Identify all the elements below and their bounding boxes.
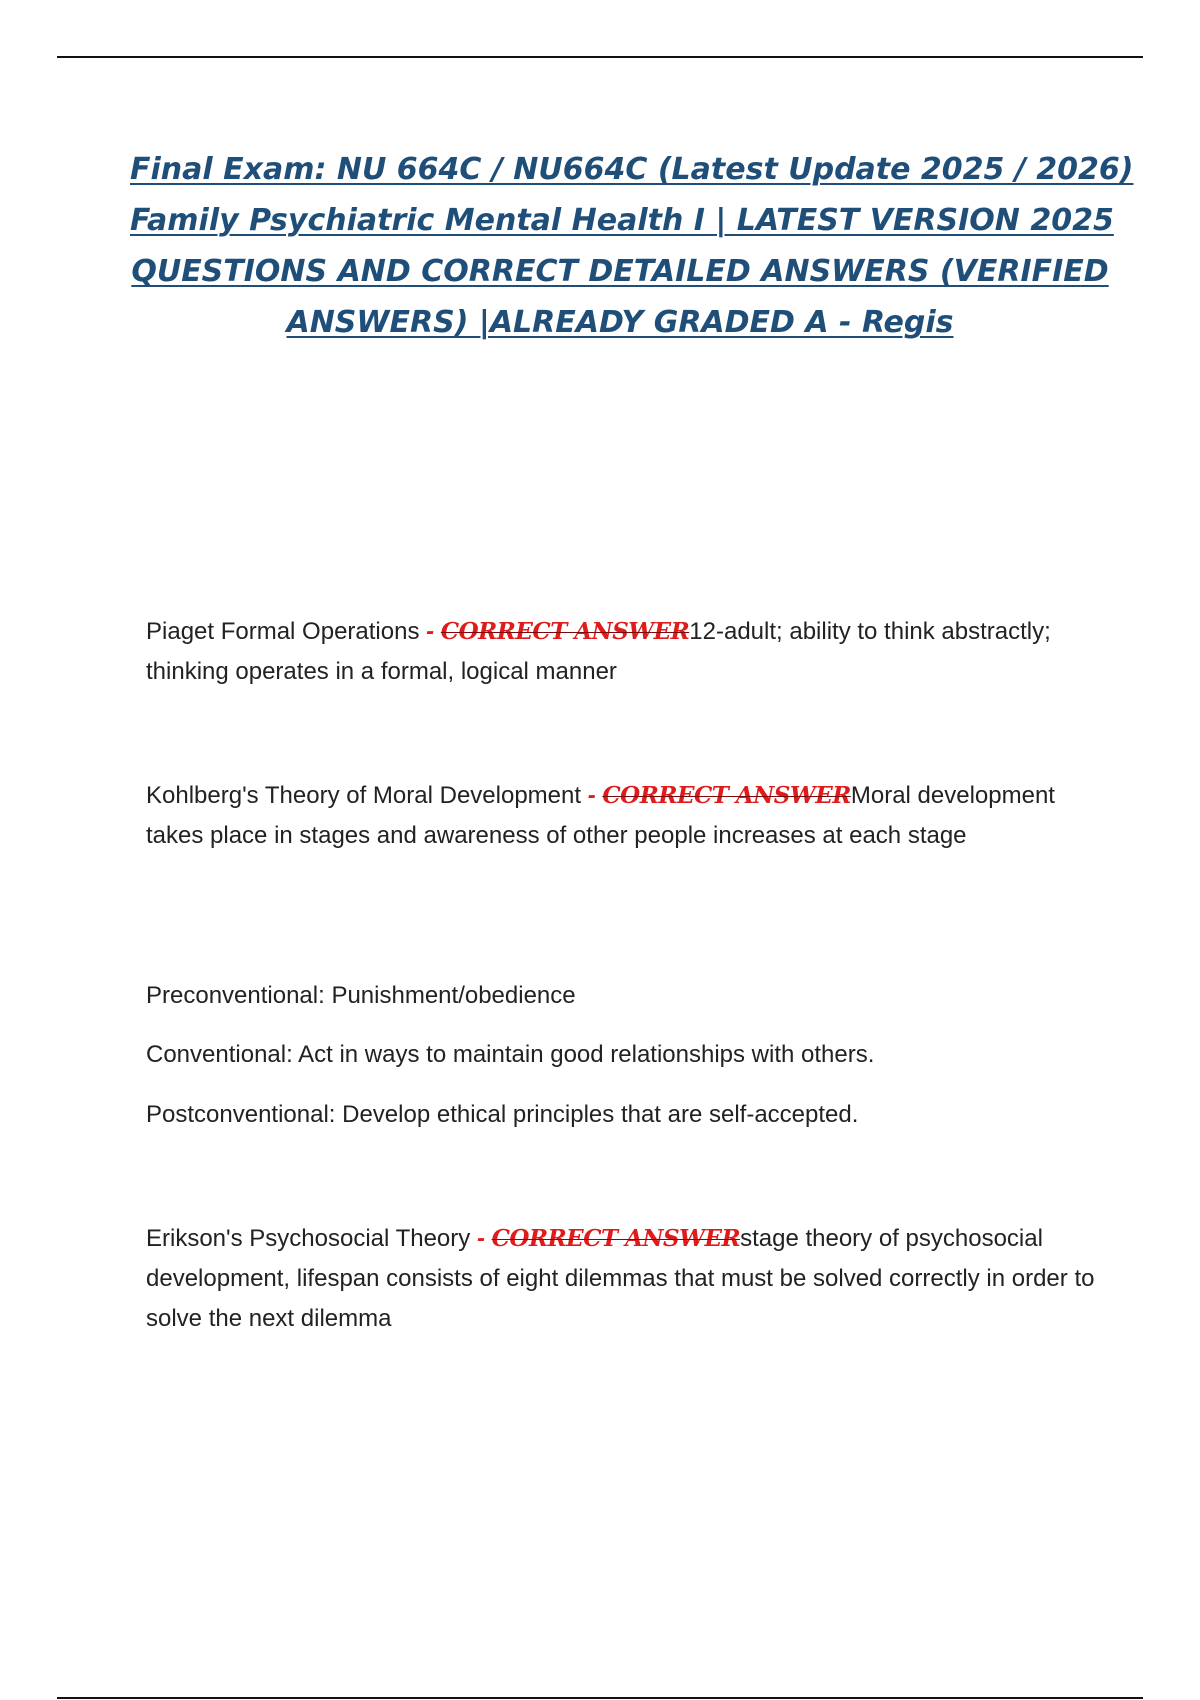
qa-entry-kohlberg: [146, 776, 1106, 856]
correct-answer-label: CORRECT ANSWER: [440, 618, 690, 645]
title-line-2: Family Psychiatric Mental Health I | LATEST VERSION 2025: [130, 203, 1114, 238]
qa-answer: 12-adult; ability to think abstractly; thinking operates in a formal, logical manner: [146, 618, 1051, 685]
top-rule: [57, 56, 1143, 58]
bottom-rule: [57, 1697, 1143, 1699]
correct-answer-label: CORRECT ANSWER: [491, 1225, 741, 1252]
correct-answer-label: CORRECT ANSWER: [602, 782, 851, 809]
title-line-3: QUESTIONS AND CORRECT DETAILED ANSWERS (VERIFIED: [131, 254, 1109, 289]
qa-entry-piaget: [146, 612, 1106, 692]
qa-term: Kohlberg's Theory of Moral Development: [146, 782, 588, 809]
title-line-1: Final Exam: NU 664C / NU664C (Latest Update 2025 / 2026): [130, 152, 1134, 187]
qa-answer: Moral development takes place in stages and awareness of other people increases at each stage: [146, 782, 1055, 849]
qa-paragraph: [146, 776, 1106, 856]
qa-term: Piaget Formal Operations: [146, 618, 427, 645]
kohlberg-stage-preconventional: Preconventional: Punishment/obedience: [146, 982, 576, 1009]
answer-separator: -: [587, 782, 603, 809]
qa-entry-erikson: [146, 1219, 1106, 1339]
kohlberg-stage-postconventional: Postconventional: Develop ethical principles that are self-accepted.: [146, 1101, 859, 1128]
qa-term: Erikson's Psychosocial Theory: [146, 1225, 477, 1252]
qa-paragraph: [146, 1219, 1106, 1339]
qa-answer: stage theory of psychosocial development, lifespan consists of eight dilemmas that must be solved correctly in order to solve the next dilemma: [146, 1225, 1095, 1332]
kohlberg-stage-conventional: Conventional: Act in ways to maintain good relationships with others.: [146, 1041, 875, 1068]
title-line-4: ANSWERS) |ALREADY GRADED A - Regis: [286, 305, 954, 340]
qa-paragraph: [146, 612, 1106, 692]
answer-separator: -: [476, 1225, 492, 1252]
document-title: [130, 144, 1134, 348]
answer-separator: -: [426, 618, 441, 645]
